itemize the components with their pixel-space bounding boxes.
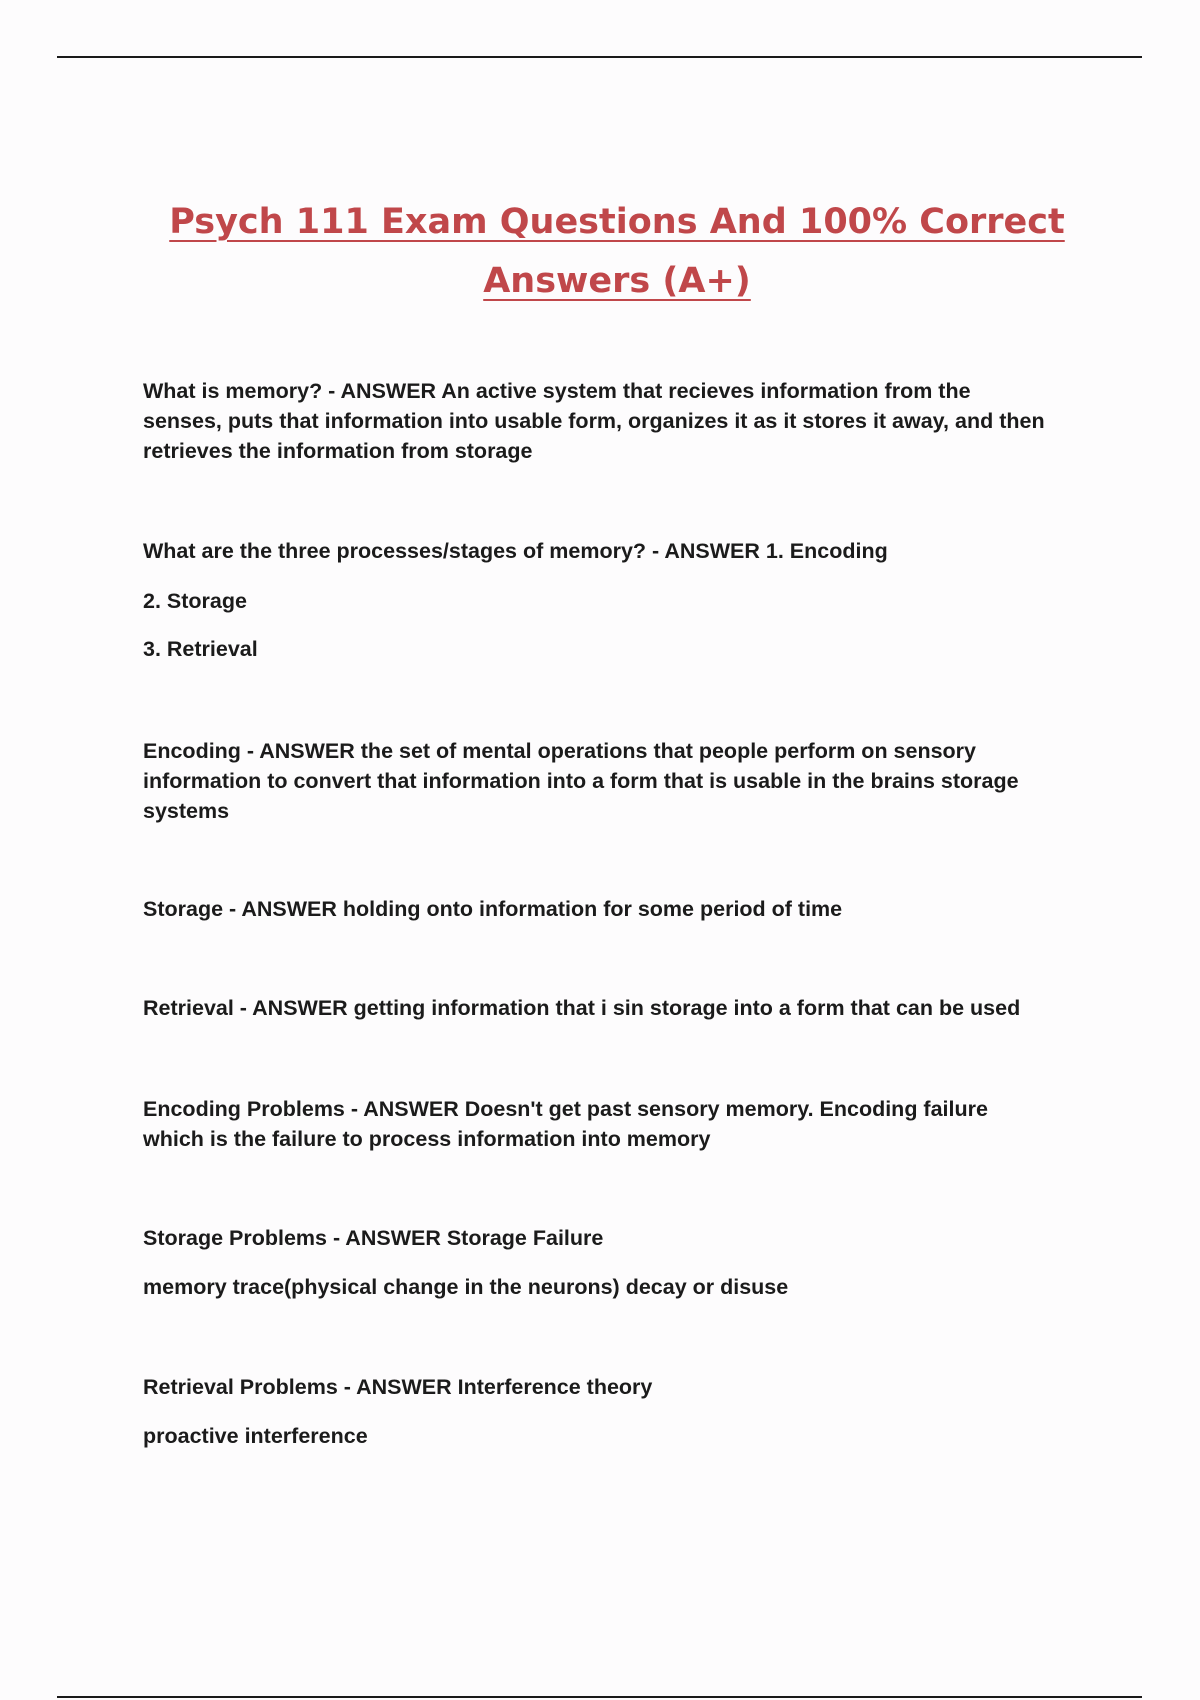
document-title bbox=[0, 193, 1200, 311]
entry-line: Encoding - ANSWER the set of mental operations that people perform on sensory bbox=[143, 739, 977, 763]
qa-entry-retrieval bbox=[143, 993, 1093, 1023]
entry-line: Storage - ANSWER holding onto information for some period of time bbox=[143, 897, 843, 921]
entry-line: Encoding Problems - ANSWER Doesn't get past sensory memory. Encoding failure bbox=[143, 1097, 988, 1121]
qa-entry-retrieval-problems bbox=[143, 1372, 1093, 1451]
qa-entry-what-is-memory bbox=[143, 376, 1093, 466]
qa-entry-encoding bbox=[143, 736, 1093, 826]
entry-line: retrieves the information from storage bbox=[143, 439, 533, 463]
entry-line: Retrieval - ANSWER getting information that i sin storage into a form that can be used bbox=[143, 996, 1021, 1020]
entry-line: senses, puts that information into usable form, organizes it as it stores it away, and then bbox=[143, 409, 1045, 433]
entry-line: systems bbox=[143, 799, 230, 823]
top-rule bbox=[57, 56, 1142, 58]
entry-line: 2. Storage bbox=[143, 589, 247, 613]
entry-line: What is memory? - ANSWER An active system that recieves information from the bbox=[143, 379, 971, 403]
entry-line: Storage Problems - ANSWER Storage Failure bbox=[143, 1226, 604, 1250]
qa-entry-three-processes bbox=[143, 536, 1093, 664]
entry-line: which is the failure to process information into memory bbox=[143, 1127, 711, 1151]
title-line-1: Psych 111 Exam Questions And 100% Correct bbox=[169, 202, 1065, 242]
qa-entry-encoding-problems bbox=[143, 1094, 1093, 1154]
entry-line: 3. Retrieval bbox=[143, 637, 258, 661]
entry-line: What are the three processes/stages of memory? - ANSWER 1. Encoding bbox=[143, 539, 888, 563]
qa-entry-storage-problems bbox=[143, 1223, 1093, 1302]
title-line-2: Answers (A+) bbox=[483, 261, 751, 301]
entry-line: Retrieval Problems - ANSWER Interference theory bbox=[143, 1375, 653, 1399]
entry-line: information to convert that information into a form that is usable in the brains storage bbox=[143, 769, 1019, 793]
entry-line: proactive interference bbox=[143, 1424, 368, 1448]
qa-entry-storage bbox=[143, 894, 1093, 924]
bottom-rule bbox=[57, 1696, 1142, 1698]
entry-line: memory trace(physical change in the neurons) decay or disuse bbox=[143, 1275, 789, 1299]
